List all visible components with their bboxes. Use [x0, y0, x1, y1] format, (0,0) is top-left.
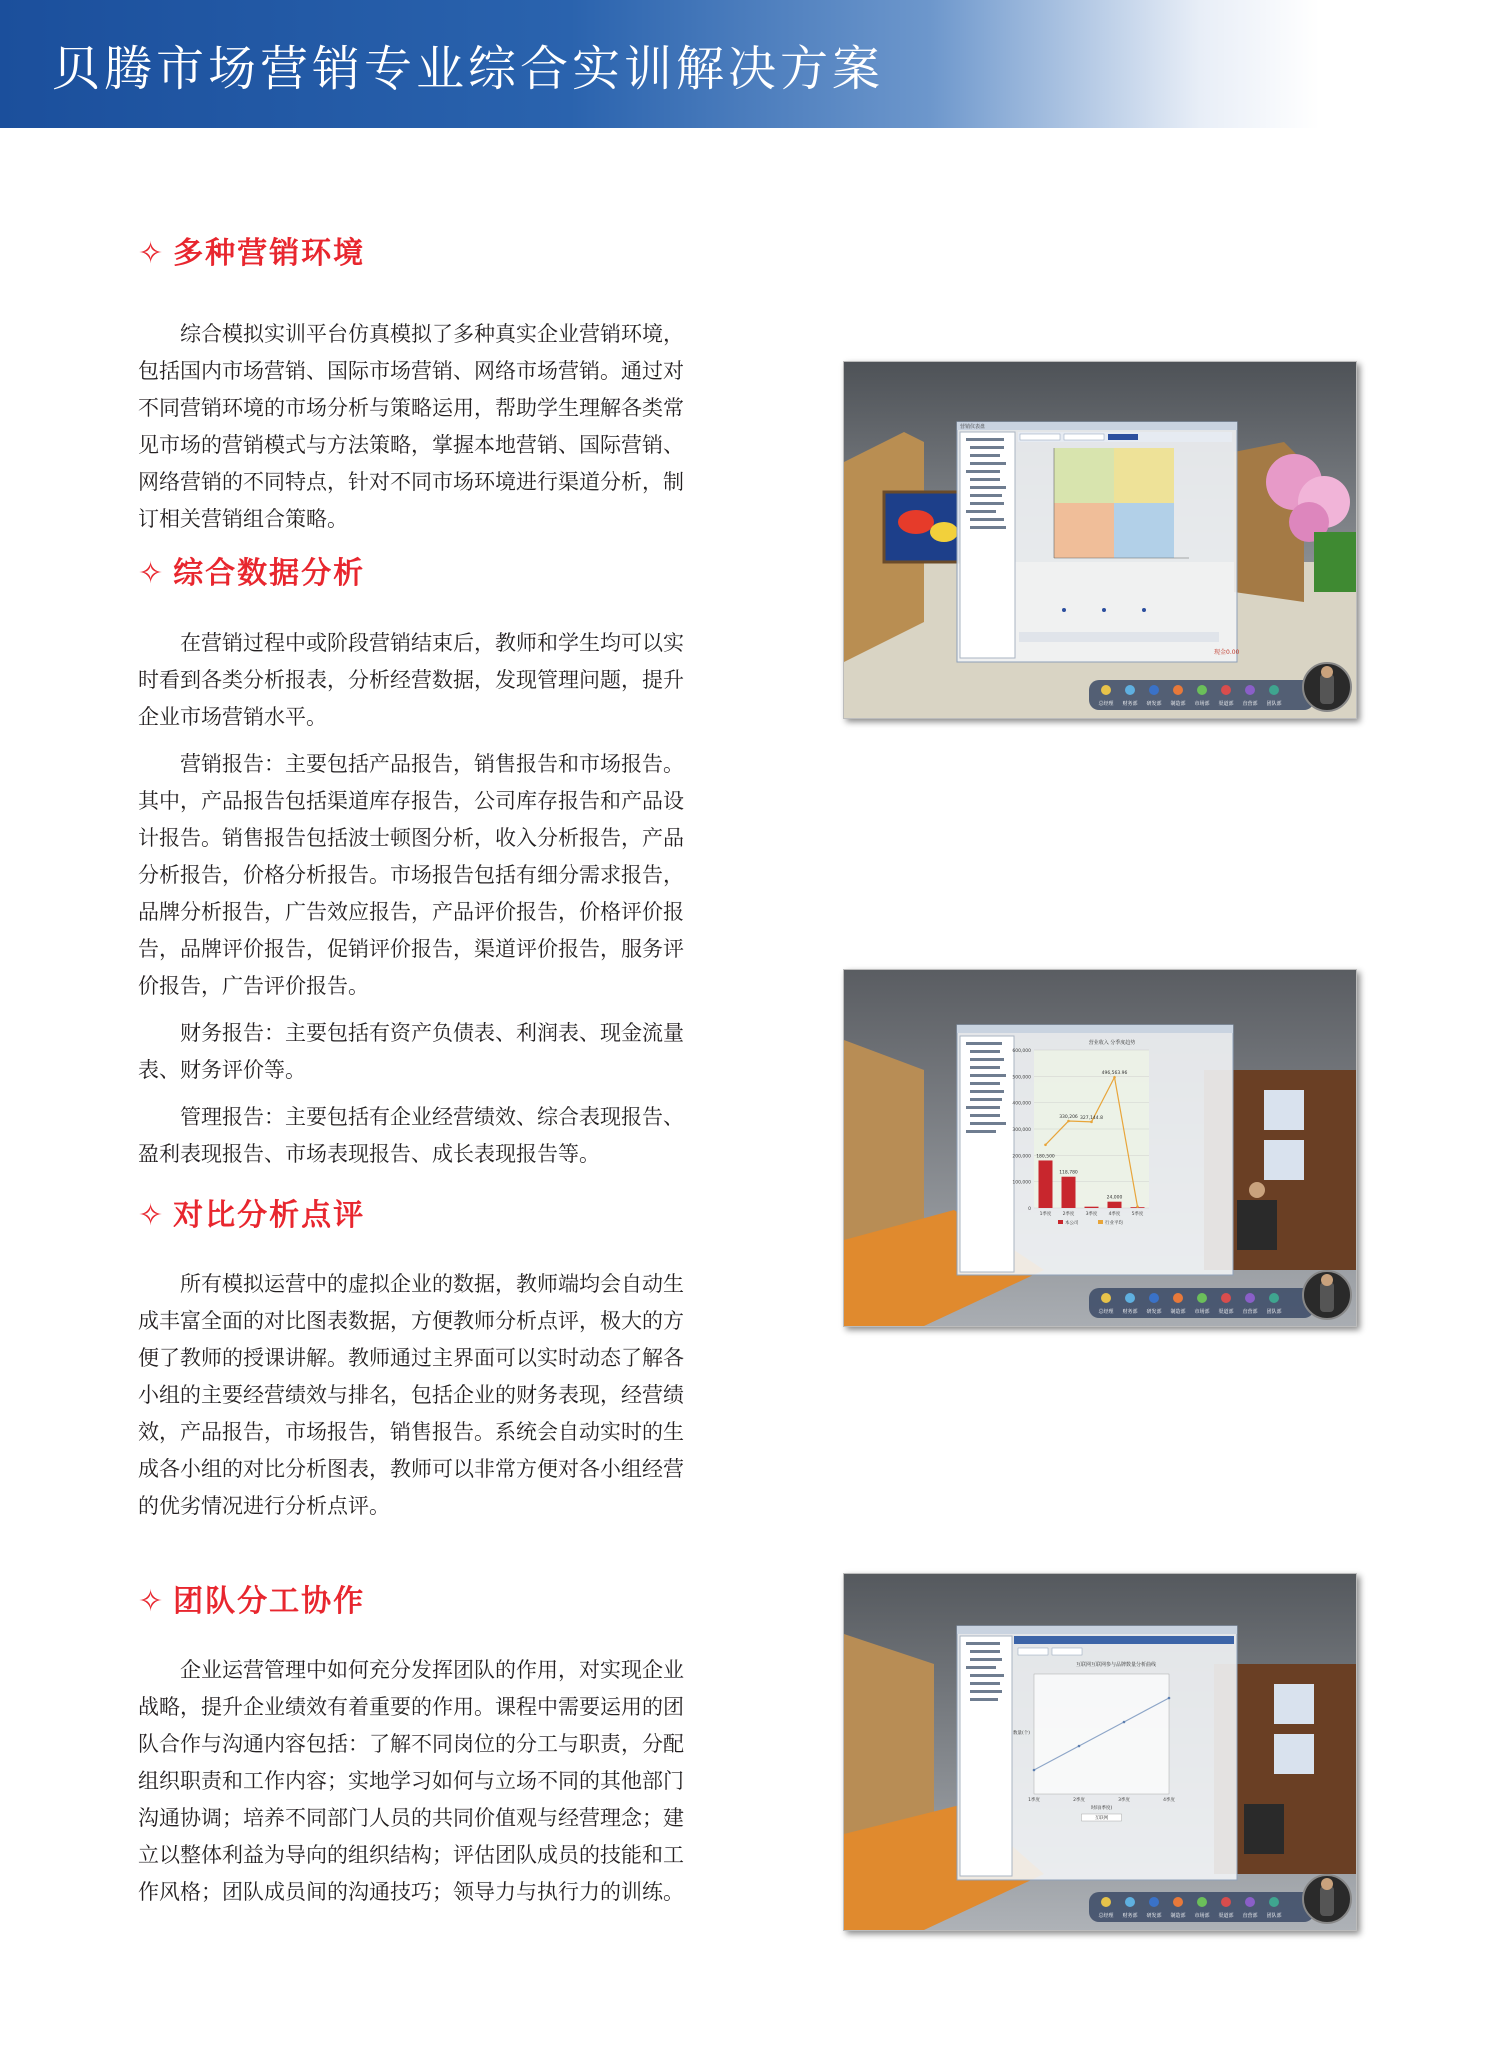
section-heading-marketing-environment — [138, 228, 365, 272]
legend-label: 互联网 — [1094, 1816, 1109, 1821]
data-label: 496,563.96 — [1101, 1071, 1128, 1077]
line-point — [1123, 1721, 1126, 1724]
data-label: 330,206 — [1059, 1115, 1078, 1121]
toolbar-label[interactable]: 研发部 — [1146, 701, 1162, 707]
screenshot-revenue-chart — [843, 969, 1357, 1327]
toolbar-label[interactable]: 直营部 — [1242, 1309, 1258, 1315]
y-tick-label: 100,000 — [1012, 1180, 1031, 1186]
window-title: 营销仪表盘 — [960, 424, 986, 430]
toolbar-label[interactable]: 市场部 — [1194, 701, 1210, 707]
star-icon: ✧ — [138, 1198, 166, 1233]
tree-panel[interactable] — [960, 432, 1015, 658]
toolbar-label[interactable]: 财务部 — [1122, 1913, 1138, 1919]
line-point — [1168, 1697, 1171, 1700]
toolbar-label[interactable]: 渠道部 — [1218, 1309, 1234, 1315]
section-body-teamwork — [138, 1652, 703, 1911]
line-point — [1033, 1769, 1036, 1772]
toolbar-label[interactable]: 渠道部 — [1218, 1913, 1234, 1919]
tree-panel[interactable] — [960, 1636, 1012, 1876]
toolbar-label[interactable]: 制造部 — [1170, 701, 1186, 707]
data-label: 180,500 — [1036, 1154, 1055, 1160]
toolbar-label[interactable]: 团队部 — [1266, 1309, 1282, 1315]
paragraph: 企业运营管理中如何充分发挥团队的作用，对实现企业战略，提升企业绩效有着重要的作用。课程中需要运用的团队合作与沟通内容包括：了解不同岗位的分工与职责，分配组织职责和工作内容；实地学习如何与立场不同的其他部门沟通协调；培养不同部门人员的共同价值观与经营理念；建立以整体利益为导向的组织结构；评估团队成员的技能和工作风格；团队成员间的沟通技巧；领导力与执行力的训练。 — [138, 1658, 684, 1904]
section-heading-data-analysis — [138, 548, 365, 592]
y-axis-label: 数量(个) — [1012, 1731, 1030, 1736]
screenshot-market-environment — [843, 361, 1357, 719]
section-body-data-analysis — [138, 625, 703, 1173]
toolbar-label[interactable]: 制造部 — [1170, 1913, 1186, 1919]
toolbar-label[interactable]: 研发部 — [1146, 1913, 1162, 1919]
bar — [1062, 1177, 1076, 1208]
tree-panel[interactable] — [960, 1036, 1014, 1272]
star-icon: ✧ — [138, 556, 166, 591]
bar — [1039, 1160, 1053, 1208]
toolbar-label[interactable]: 研发部 — [1146, 1309, 1162, 1315]
toolbar-label[interactable]: 总经理 — [1098, 1913, 1114, 1919]
x-axis-label: 时间(季度) — [1090, 1806, 1113, 1811]
data-label: 327,144.8 — [1080, 1115, 1103, 1121]
section-title: 综合数据分析 — [173, 556, 366, 591]
toolbar-label[interactable]: 市场部 — [1194, 1913, 1210, 1919]
paragraph: 综合模拟实训平台仿真模拟了多种真实企业营销环境，包括国内市场营销、国际市场营销、网络市场营销。通过对不同营销环境的市场分析与策略运用，帮助学生理解各类常见市场的营销模式与方法策略，掌握本地营销、国际营销、网络营销的不同特点，针对不同市场环境进行渠道分析，制订相关营销组合策略。 — [138, 322, 684, 531]
star-icon: ✧ — [138, 236, 166, 271]
toolbar-label[interactable]: 团队部 — [1266, 1913, 1282, 1919]
y-tick-label: 400,000 — [1012, 1101, 1031, 1107]
screenshot-line-chart — [843, 1573, 1357, 1931]
toolbar-label[interactable]: 制造部 — [1170, 1309, 1186, 1315]
section-body-comparison — [138, 1266, 703, 1525]
paragraph: 在营销过程中或阶段营销结束后，教师和学生均可以实时看到各类分析报表，分析经营数据，发现管理问题，提升企业市场营销水平。 — [138, 631, 684, 729]
section-title: 多种营销环境 — [173, 236, 366, 271]
toolbar-label[interactable]: 直营部 — [1242, 701, 1258, 707]
bar — [1085, 1207, 1099, 1208]
chart-title: 互联网互联网参与品牌数量分析曲线 — [1075, 1662, 1157, 1668]
legend-swatch — [1058, 1220, 1063, 1224]
y-tick-label: 0 — [1028, 1207, 1031, 1212]
bcg-matrix — [1054, 448, 1189, 558]
toolbar-label[interactable]: 财务部 — [1122, 701, 1138, 707]
star-icon: ✧ — [138, 1584, 166, 1619]
section-heading-teamwork — [138, 1576, 365, 1620]
paragraph: 财务报告：主要包括有资产负债表、利润表、现金流量表、财务评价等。 — [138, 1021, 684, 1082]
bar — [1108, 1202, 1122, 1208]
section-title: 团队分工协作 — [173, 1584, 366, 1619]
legend-label: 本公司 — [1065, 1221, 1079, 1226]
x-tick-label: 1季度 — [1039, 1212, 1052, 1217]
chart-title: 营业收入 分季度趋势 — [1088, 1040, 1136, 1046]
data-label: 24,000 — [1106, 1195, 1123, 1201]
x-tick-label: 2季度 — [1062, 1212, 1075, 1217]
legend-swatch — [1098, 1220, 1103, 1224]
x-tick-label: 3季度 — [1085, 1212, 1098, 1217]
x-tick-label: 5季度 — [1131, 1212, 1144, 1217]
line-point — [1078, 1745, 1081, 1748]
y-tick-label: 300,000 — [1012, 1128, 1031, 1133]
line-point — [1044, 1144, 1047, 1147]
toolbar-label[interactable]: 总经理 — [1098, 701, 1114, 707]
toolbar-label[interactable]: 渠道部 — [1218, 701, 1234, 707]
toolbar-label[interactable]: 市场部 — [1194, 1309, 1210, 1315]
x-tick-label: 1季度 — [1028, 1798, 1040, 1803]
y-tick-label: 500,000 — [1012, 1075, 1031, 1081]
paragraph: 所有模拟运营中的虚拟企业的数据，教师端均会自动生成丰富全面的对比图表数据，方便教师分析点评，极大的方便了教师的授课讲解。教师通过主界面可以实时动态了解各小组的主要经营绩效与排名，包括企业的财务表现，经营绩效，产品报告，市场报告，销售报告。系统会自动实时的生成各小组的对比分析图表，教师可以非常方便对各小组经营的优劣情况进行分析点评。 — [138, 1272, 684, 1518]
page-title: 贝腾市场营销专业综合实训解决方案 — [52, 41, 885, 97]
paragraph: 管理报告：主要包括有企业经营绩效、综合表现报告、盈利表现报告、市场表现报告、成长表现报告等。 — [138, 1105, 684, 1166]
y-tick-label: 600,000 — [1012, 1049, 1031, 1054]
section-title: 对比分析点评 — [173, 1198, 366, 1233]
line-point — [1067, 1120, 1070, 1123]
line-point — [1090, 1121, 1093, 1124]
x-tick-label: 3季度 — [1118, 1798, 1130, 1803]
toolbar-label[interactable]: 财务部 — [1122, 1309, 1138, 1315]
line-point — [1136, 1205, 1139, 1208]
paragraph: 营销报告：主要包括产品报告，销售报告和市场报告。其中，产品报告包括渠道库存报告，公司库存报告和产品设计报告。销售报告包括波士顿图分析，收入分析报告，产品分析报告，价格分析报告。市场报告包括有细分需求报告，品牌分析报告，广告效应报告，产品评价报告，价格评价报告，品牌评价报告，促销评价报告，渠道评价报告，服务评价报告，广告评价报告。 — [138, 752, 684, 998]
header-banner — [0, 0, 1500, 128]
y-tick-label: 200,000 — [1012, 1154, 1031, 1160]
line-point — [1113, 1076, 1116, 1079]
legend-label: 行业平均 — [1105, 1221, 1123, 1226]
toolbar-label[interactable]: 团队部 — [1266, 701, 1282, 707]
toolbar-label[interactable]: 直营部 — [1242, 1913, 1258, 1919]
x-tick-label: 4季度 — [1108, 1212, 1121, 1217]
cash-readout: 现金0.00 — [1214, 649, 1240, 656]
toolbar-label[interactable]: 总经理 — [1098, 1309, 1114, 1315]
x-tick-label: 2季度 — [1073, 1798, 1085, 1803]
section-body-marketing-environment — [138, 316, 703, 538]
data-label: 118,780 — [1059, 1170, 1078, 1176]
section-heading-comparison — [138, 1190, 365, 1234]
x-tick-label: 4季度 — [1163, 1798, 1175, 1803]
